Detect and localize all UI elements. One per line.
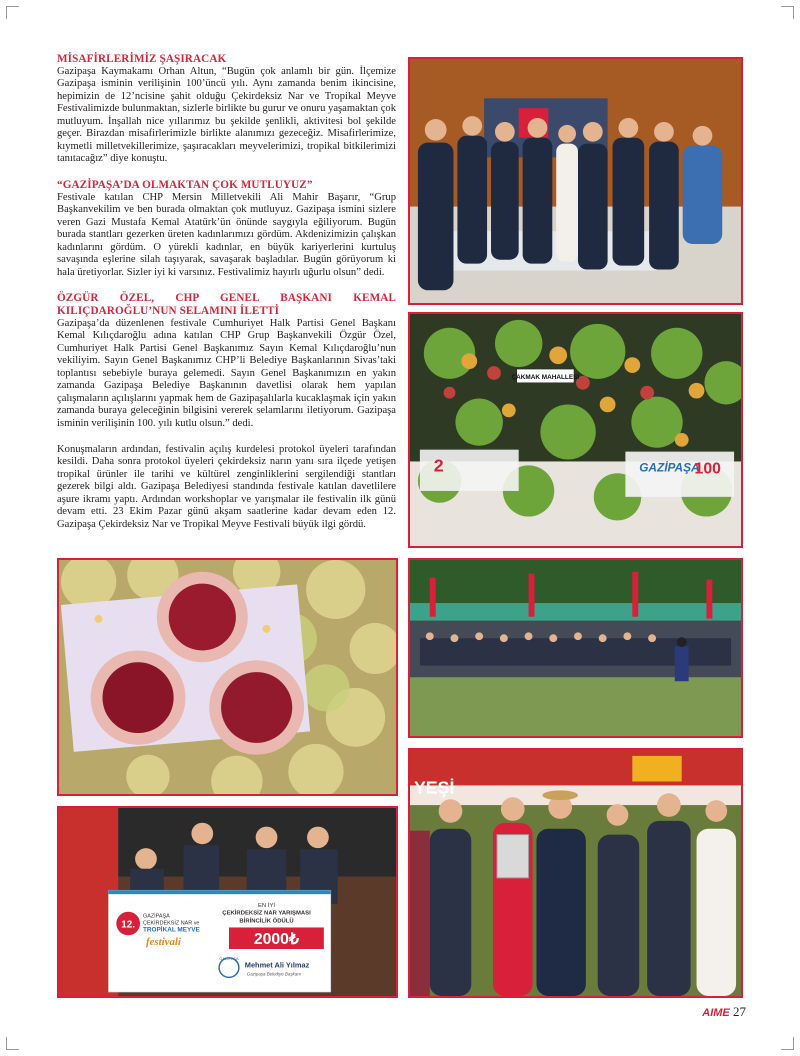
award-festival-sub2: TROPİKAL MEYVE [143,926,200,934]
photo-fruit-stand [408,312,743,548]
section-body: Konuşmaların ardından, festivalin açılış kurdelesi protokol üyeleri tarafından kesildi. Daha sonra protokol üyeleri çekirdeksiz narın yanı sıra ilçede yetişen tropikal ürünler ile tarihi ve kültürel zenginliklerini sergilendiği stantları gezerek bilgi aldı. Gazipaşa Belediyesi standında festivale katılan davetlilere aşure ikramı yaptı. Ardından workshoplar ve yarışmalar ile festivalin ilk günü devam etti. 23 Ekim Pazar günü akşam saatlerine kadar devam eden 12. Gazipaşa Çekirdeksiz Nar ve Tropikal Meyve Festivali büyük ilgi gördü. [57,443,396,530]
award-logo-text: GAZİPAŞA [219,955,239,961]
section-body: Gazipaşa Kaymakamı Orhan Altun, “Bugün çok anlamlı bir gün. İlçemize Gazipaşa isminin verilişinin 100’üncü yılı. Aynı zamanda benim ikincisine, hepimizin de 12’ncisine şahit olduğu Çekirdeksiz Nar ve Tropikal Meyve Festivalimizde bulunmaktan, sizlerle birlikte bu gurur ve onuru yaşamaktan çok mutluyum. İnşallah nice yıllarımız bu şekilde şenlikli, aktivitesi bol şekilde geçer. Birazdan misafirlerimizle birlikte alanımızı gezeceğiz. Misafirlerimize, kıymetli milletvekillerimize, şaşıracakları meyvelerimizi, tropikal bitkilerimizi tanıtacağız” diye konuştu. [57,65,396,165]
crop-mark [6,6,19,19]
section-body: Festivale katılan CHP Mersin Milletvekili Ali Mahir Başarır, “Grup Başkanvekilim ve ben burada olmaktan çok mutluyuz. Gazipaşa ismini sizlere veren Gazi Mustafa Kemal Atatürk’ün önünde saygıyla eğiliyorum. Bugün burada stantları gezerken üreten kadınlarımızı gördüm. Akdenizimizin çalışkan kadınlarını gördüm. O yürekli kadınlar, en büyük kariyerlerini kurtuluş savaşında eşlerine silah taşıyarak, savaşarak başladılar. Bugün görüyorum ki hala üretiyorlar. Sizler iyi ki varsınız. Festivalimiz hayırlı uğurlu olsun” dedi. [57,191,396,278]
banner-100: 100 [694,460,721,478]
section-heading: MİSAFİRLERİMİZ ŞAŞIRACAK [57,53,227,65]
award-festival-name: GAZİPAŞA [143,913,170,920]
award-label-1: EN İYİ [257,902,276,909]
crop-mark [781,6,794,19]
section-body: Gazipaşa’da düzenlenen festivale Cumhuriyet Halk Partisi Genel Başkanı Kemal Kılıçdaroğlu adına katılan CHP Grup Başkanvekili Özgür Özel, Cumhuriyet Halk Partisi Genel Başkanımız Sayın Kemal Kılıçdaroğlu’nun vekiliyim. Sayın Genel Başkanımız CHP’li Belediye Başkanlarının Sivas’taki toplantısı sebebiyle buraya gelemedi. Sayın Genel Başkanımızın en yakın zamanda Gazipaşa Belediye Başkanının davetlisi olarak hem yapılan çalışmaların açılışlarını yapmak hem de Gazipaşalılarla kucaklaşmak için yakın zamanda buraya geleceğinin bilgisini vererek selamlarını iletiyorum. Gazipaşa isminin verilişinin 100. yılı kutlu olsun.” dedi. [57,317,396,429]
section-heading: “GAZİPAŞA’DA OLMAKTAN ÇOK MUTLUYUZ” [57,178,313,191]
photo-pomegranates [57,558,398,796]
banner-number: 2 [433,455,444,476]
award-signer: Mehmet Ali Yılmaz [244,960,310,970]
photo-award-ceremony [57,806,398,998]
photo-officials-group [408,57,743,305]
section-heading: ÖZGÜR ÖZEL, CHP GENEL BAŞKANI KEMAL KILIÇDAROĞLU’NUN SELAMINI İLETTİ [57,292,396,317]
award-label-2: ÇEKİRDEKSİZ NAR YARIŞMASI [222,910,311,917]
article-text-column [57,53,396,544]
crop-mark [781,1037,794,1050]
award-amount: 2000₺ [253,931,300,949]
page-footer [702,1004,746,1020]
award-festival-number: 12. [121,919,136,931]
award-festival-sub: ÇEKİRDEKSİZ NAR ve [143,920,200,927]
award-signer-title: Gazipaşa Belediye Başkanı [246,971,301,977]
magazine-logo: AIME [702,1007,730,1019]
page-number: 27 [733,1004,746,1019]
photo-plaque-presentation [408,748,743,998]
award-festival-script: festivali [145,936,181,949]
banner-title: GAZİPAŞA [639,460,700,475]
stand-sign-text: ÇAKMAK MAHALLESİ [511,373,580,381]
photo-festival-crowd [408,558,743,738]
award-label-3: BİRİNCİLİK ÖDÜLÜ [239,918,294,925]
ribbon-text: YEŞİ [413,777,455,798]
crop-mark [6,1037,19,1050]
